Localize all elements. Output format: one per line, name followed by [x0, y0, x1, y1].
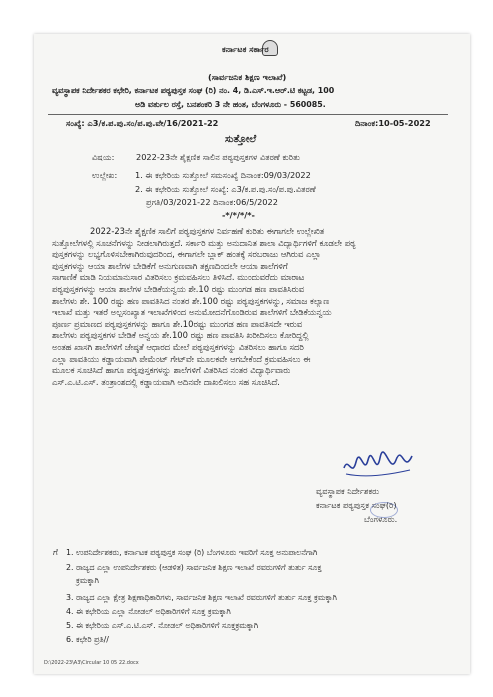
- dept-line: (ಸಾರ್ವಜನಿಕ ಶಿಕ್ಷಣ ಇಲಾಖೆ): [208, 72, 287, 82]
- address-line: ಅಡಿ ವರ್ತುಲ ರಸ್ತೆ, ಬನಶಂಕರಿ 3 ನೇ ಹಂತ, ಬೆಂಗಳೂರು - 560085.: [135, 100, 326, 109]
- ref-date: ದಿನಾಂಕ:10-05-2022: [355, 118, 431, 128]
- signature-scribble-icon: [340, 448, 416, 482]
- body-line: ಪಠ್ಯಪುಸ್ತಕಗಳನ್ನು ಆಯಾ ಶಾಲೆಗಳ ಬೇಡಿಕೆಯನ್ವಯ ಶೇ.10 ರಷ್ಟು ಮುಂಗಡ ಹಣ ಪಾವತಿಸಿರುವ: [52, 283, 305, 294]
- body-line: ಅಂತಹ ಖಾಸಗಿ ಶಾಲೆಗಳಿಗೆ ಜೇಷ್ಠತೆ ಆಧಾರದ ಮೇಲೆ ಪಠ್ಯಪುಸ್ತಕಗಳನ್ನು ವಿತರಿಸಲು ಹಾಗೂ ಸದರಿ: [52, 341, 304, 352]
- reference-item: 2. ಈ ಕಛೇರಿಯ ಸುತ್ತೋಲೆ ಸಂಖ್ಯೆ: ಎ3/ಕ.ಪ.ಪು.ಸಂ/ಪ.ಪು.ವಿತರಣೆ: [135, 184, 316, 194]
- signatory-org: ಕರ್ನಾಟಕ ಪಠ್ಯಪುಸ್ತಕ ಸಂಘ(ರಿ): [316, 500, 397, 510]
- distribution-item: 6. ಕಛೇರಿ ಪ್ರತಿ//: [66, 635, 109, 644]
- separator: -*/*/*/*-: [222, 210, 255, 220]
- body-line: ಎಲ್ಲಾ ಪಾವತಿಯು ಕಡ್ಡಾಯವಾಗಿ ಪೇಮೆಂಟ್ ಗೇಟ್‌ವೇ ಮೂಲಕವೇ ಆಗಬೇಕೆಂದೆ ಕ್ರಮವಹಿಸಲು ಈ: [52, 353, 311, 364]
- body-paragraph: [52, 226, 448, 388]
- body-line: ಪುಸ್ತಕಗಳನ್ನು ಆಯಾ ಶಾಲೆಗಳ ಬೇಡಿಕೆಗೆ ಅನುಗುಣವಾಗಿ ತಕ್ಷಣದಿಂದಲೇ ಆಯಾ ಶಾಲೆಗಳಿಗೆ: [52, 260, 288, 271]
- signatory-designation: ವ್ಯವಸ್ಥಾಪಕ ನಿರ್ದೇಶಕರು: [316, 486, 380, 496]
- header-rule: [48, 114, 448, 115]
- body-line: ಪೂರ್ಣ ಪ್ರಮಾಣದ ಪಠ್ಯಪುಸ್ತಕಗಳನ್ನು ಹಾಗೂ ಶೇ.10ರಷ್ಟು ಮುಂಗಡ ಹಣ ಪಾವತಿಸದೇ ಇರುವ: [52, 318, 303, 329]
- body-line: ಇಲಾಖೆ ಮತ್ತು ಇತರೆ ಅಲ್ಪಸಂಖ್ಯಾತ ಇಲಾಖೆಗಳಿಂದ ಅನುಮೋದನೆಗೊಂಡಿರುವ ಶಾಲೆಗಳಿಗೆ ಬೇಡಿಕೆಯನ್ವಯ: [52, 307, 332, 318]
- distribution-item: 1. ಉಪನಿರ್ದೇಶಕರು, ಕರ್ನಾಟಕ ಪಠ್ಯಪುಸ್ತಕ ಸಂಘ (ರಿ) ಬೆಂಗಳೂರು ಇವರಿಗೆ ಸೂಕ್ತ ಅನುಪಾಲನೆಗಾಗಿ: [66, 548, 318, 557]
- distribution-item: 2. ರಾಜ್ಯದ ಎಲ್ಲಾ ಉಪನಿರ್ದೇಶಕರು (ಆಡಳಿತ) ಸಾರ್ವಜನಿಕ ಶಿಕ್ಷಣ ಇಲಾಖೆ ರವರುಗಳಿಗೆ ತುರ್ತು ಸೂಕ್ತ: [66, 563, 322, 572]
- reference-item: ಪ್ರಗತಿ/03/2021-22 ದಿನಾಂಕ:06/5/2022: [146, 197, 278, 207]
- body-line: ಪುಸ್ತಕಗಳನ್ನು ಲಭ್ಯಗೊಳಿಸಬೇಕಾಗಿರುವುದರಿಂದ, ಈಗಾಗಲೇ ಬ್ಲಾಕ್ ಹಂತಕ್ಕೆ ಸರಬರಾಜು ಆಗಿರುವ ಎಲ್ಲಾ: [52, 249, 321, 260]
- body-line: ಮೂಲಕ ಸೂಚಿಸಿದೆ ಹಾಗೂ ಪಠ್ಯಪುಸ್ತಕಗಳನ್ನು ಶಾಲೆಗಳಿಗೆ ವಿತರಿಸಿದ ನಂತರ ವಿದ್ಯಾರ್ಥಿವಾರು: [52, 365, 291, 376]
- references-label: ಉಲ್ಲೇಖ:: [92, 170, 118, 180]
- circular-title: ಸುತ್ತೋಲೆ: [225, 134, 257, 145]
- signatory-city: ಬೆಂಗಳೂರು.: [364, 514, 398, 524]
- subject-label: ವಿಷಯ:: [92, 152, 115, 162]
- body-line: ಶಾಲೆಗಳು ಪಠ್ಯಪುಸ್ತಕಗಳ ಬೇಡಿಕೆ ಅನ್ವಯ ಶೇ.100 ರಷ್ಟು ಹಣ ಪಾವತಿಸಿ ಖರೀದಿಸಲು ಕೋರಿದ್ದಲ್ಲಿ: [52, 330, 309, 341]
- file-path-footer: D:\2022-23\A3\Circular 10 05 22.docx: [44, 660, 139, 666]
- distribution-mark: ಗೆ: [53, 548, 58, 558]
- distribution-item: 3. ರಾಜ್ಯದ ಎಲ್ಲಾ ಕ್ಷೇತ್ರ ಶಿಕ್ಷಣಾಧಿಕಾರಿಗಳು, ಸಾರ್ವಜನಿಕ ಶಿಕ್ಷಣ ಇಲಾಖೆ ರವರುಗಳಿಗೆ ತುರ್ತು ಸೂಕ್ತ ಕ್ರಮಕ್ಕಾಗಿ: [66, 593, 337, 602]
- body-line: 2022-23ನೇ ಶೈಕ್ಷಣಿಕ ಸಾಲಿಗೆ ಪಠ್ಯಪುಸ್ತಕಗಳ ನಿರ್ವಹಣೆ ಕುರಿತು ಈಗಾಗಲೇ ಉಲ್ಲೇಖಿತ: [90, 226, 325, 236]
- body-line: ಎಸ್.ಎ.ಟಿ.ಎಸ್. ತಂತ್ರಾಂಶದಲ್ಲಿ ಕಡ್ಡಾಯವಾಗಿ ಅದಿನವೇ ದಾಖಲಿಸಲು ಸಹ ಸೂಚಿಸಿದೆ.: [52, 376, 280, 387]
- office-line: ವ್ಯವಸ್ಥಾಪಕ ನಿರ್ದೇಶಕರ ಕಛೇರಿ, ಕರ್ನಾಟಕ ಪಠ್ಯಪುಸ್ತಕ ಸಂಘ (ರಿ) ನಂ. 4, ಡಿ.ಎಸ್.ಇ.ಆರ್.ಟಿ ಕಟ್ಟಡ, 100: [52, 86, 335, 95]
- ref-number: ಸಂಖ್ಯೆ: ಎ3/ಕ.ಪ.ಪು.ಸಂ/ಪ.ಪು.ವೇ/16/2021-22: [66, 118, 219, 128]
- subject-text: 2022-23ನೇ ಶೈಕ್ಷಣಿಕ ಸಾಲಿನ ಪಠ್ಯಪುಸ್ತಕಗಳ ವಿತರಣೆ ಕುರಿತು: [136, 152, 301, 162]
- distribution-item: ಕ್ರಮಕ್ಕಾಗಿ: [76, 576, 99, 585]
- gov-line: ಕರ್ನಾಟಕ ಸರ್ಕಾರ: [222, 44, 269, 54]
- distribution-item: 5. ಈ ಕಛೇರಿಯ ಎಸ್.ಎ.ಟಿ.ಎಸ್. ನೋಡಲ್ ಅಧಿಕಾರಿಗಳಿಗೆ ಸೂಕ್ತಕ್ರಮಕ್ಕಾಗಿ: [66, 621, 259, 630]
- body-line: ಸುತ್ತೋಲೆಗಳಲ್ಲಿ ಸೂಚನೆಗಳನ್ನು ನೀಡಲಾಗಿರುತ್ತದೆ. ಸರ್ಕಾರಿ ಮತ್ತು ಅನುದಾನಿತ ಶಾಲಾ ವಿದ್ಯಾರ್ಥಿಗಳಿಗೆ ಕೂಡಲೇ ಪಠ್ಯ: [52, 237, 356, 248]
- body-line: ಸಾಗಾಣಿಕೆ ಮಾಡಿ ನಿಯಮಾನುಸಾರ ವಿತರಿಸಲು ಕ್ರಮವಹಿಸಲು ತಿಳಿಸಿದೆ. ಮುಂದುವರೆದು ಮಾರಾಟ: [52, 272, 305, 283]
- reference-item: 1. ಈ ಕಛೇರಿಯ ಸುತ್ತೋಲೆ ಸಮಸಂಖ್ಯೆ ದಿನಾಂಕ:09/03/2022: [135, 170, 311, 180]
- distribution-item: 4. ಈ ಕಛೇರಿಯ ಎಲ್ಲಾ ನೋಡಲ್ ಅಧಿಕಾರಿಗಳಿಗೆ ಸೂಕ್ತ ಕ್ರಮಕ್ಕಾಗಿ: [66, 607, 231, 616]
- body-line: ಶಾಲೆಗಳು ಶೇ. 100 ರಷ್ಟು ಹಣ ಪಾವತಿಸಿದ ನಂತರ ಶೇ.100 ರಷ್ಟು ಪಠ್ಯಪುಸ್ತಕಗಳನ್ನು, ಸಮಾಜ ಕಲ್ಯಾಣ: [52, 295, 330, 306]
